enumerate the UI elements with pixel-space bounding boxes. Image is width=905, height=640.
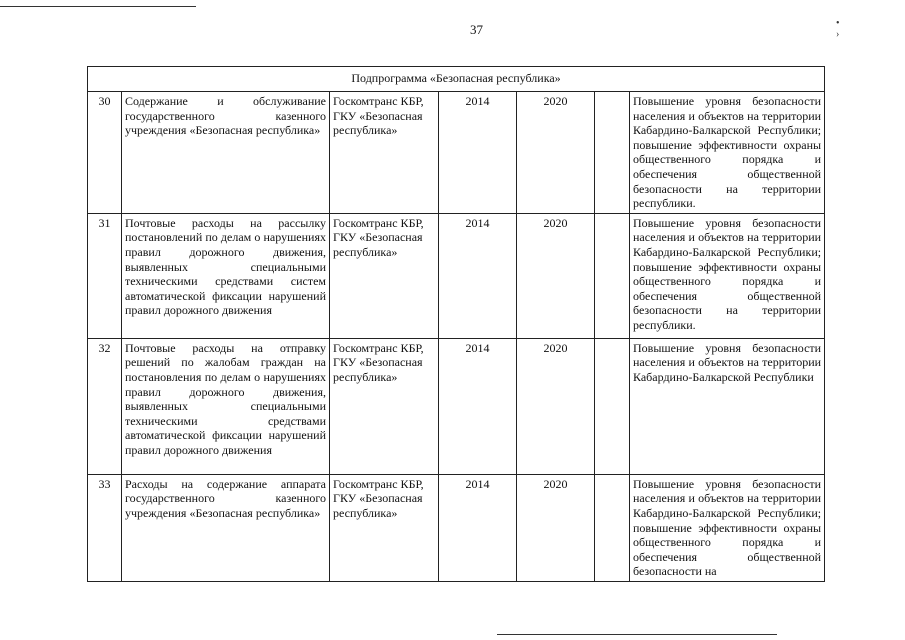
event-name: Почтовые расходы на рассылку постановлений по делам о нарушениях правил дорожного движения, выявленных специальными техническими средствами систем автоматической фиксации нарушений правил дорожного движения	[122, 213, 330, 338]
end-year: 2020	[517, 338, 595, 474]
top-rule	[0, 6, 196, 7]
start-year: 2014	[439, 338, 517, 474]
row-number: 33	[88, 474, 122, 581]
row-number: 31	[88, 213, 122, 338]
end-year: 2020	[517, 92, 595, 214]
empty-cell	[595, 213, 630, 338]
subprogram-title: Подпрограмма «Безопасная республика»	[88, 67, 825, 92]
end-year: 2020	[517, 474, 595, 581]
start-year: 2014	[439, 213, 517, 338]
empty-cell	[595, 474, 630, 581]
table-row	[88, 338, 825, 474]
row-number: 32	[88, 338, 122, 474]
expected-result: Повышение уровня безопасности населения и объектов на территории Кабардино-Балкарской Республики; повышение эффективности охраны общественного порядка и обеспечения общественной безопасности на	[630, 474, 825, 581]
empty-cell	[595, 338, 630, 474]
end-year: 2020	[517, 213, 595, 338]
bottom-rule	[497, 634, 777, 635]
program-table	[87, 66, 825, 582]
expected-result: Повышение уровня безопасности населения и объектов на территории Кабардино-Балкарской Республики	[630, 338, 825, 474]
executor: Госкомтранс КБР, ГКУ «Безопасная республика»	[330, 474, 439, 581]
event-name: Расходы на содержание аппарата государственного казенного учреждения «Безопасная республика»	[122, 474, 330, 581]
start-year: 2014	[439, 474, 517, 581]
page-number: 37	[470, 22, 483, 37]
start-year: 2014	[439, 92, 517, 214]
executor: Госкомтранс КБР, ГКУ «Безопасная республика»	[330, 92, 439, 214]
executor: Госкомтранс КБР, ГКУ «Безопасная республика»	[330, 213, 439, 338]
event-name: Содержание и обслуживание государственного казенного учреждения «Безопасная республика»	[122, 92, 330, 214]
row-number: 30	[88, 92, 122, 214]
table-row	[88, 213, 825, 338]
expected-result: Повышение уровня безопасности населения и объектов на территории Кабардино-Балкарской Республики; повышение эффективности охраны общественного порядка и обеспечения общественной безопасности на территории республики.	[630, 92, 825, 214]
table-row	[88, 474, 825, 581]
empty-cell	[595, 92, 630, 214]
expected-result: Повышение уровня безопасности населения и объектов на территории Кабардино-Балкарской Республики; повышение эффективности охраны общественного порядка и обеспечения общественной безопасности на территории республики.	[630, 213, 825, 338]
event-name: Почтовые расходы на отправку решений по жалобам граждан на постановления по делам о нарушениях правил дорожного движения, выявленных специальными техническими средствами автоматической фиксации нарушений правил дорожного движения	[122, 338, 330, 474]
executor: Госкомтранс КБР, ГКУ «Безопасная республика»	[330, 338, 439, 474]
table-row	[88, 92, 825, 214]
subprogram-header-row	[88, 67, 825, 92]
corner-marks: • ›	[836, 18, 866, 40]
